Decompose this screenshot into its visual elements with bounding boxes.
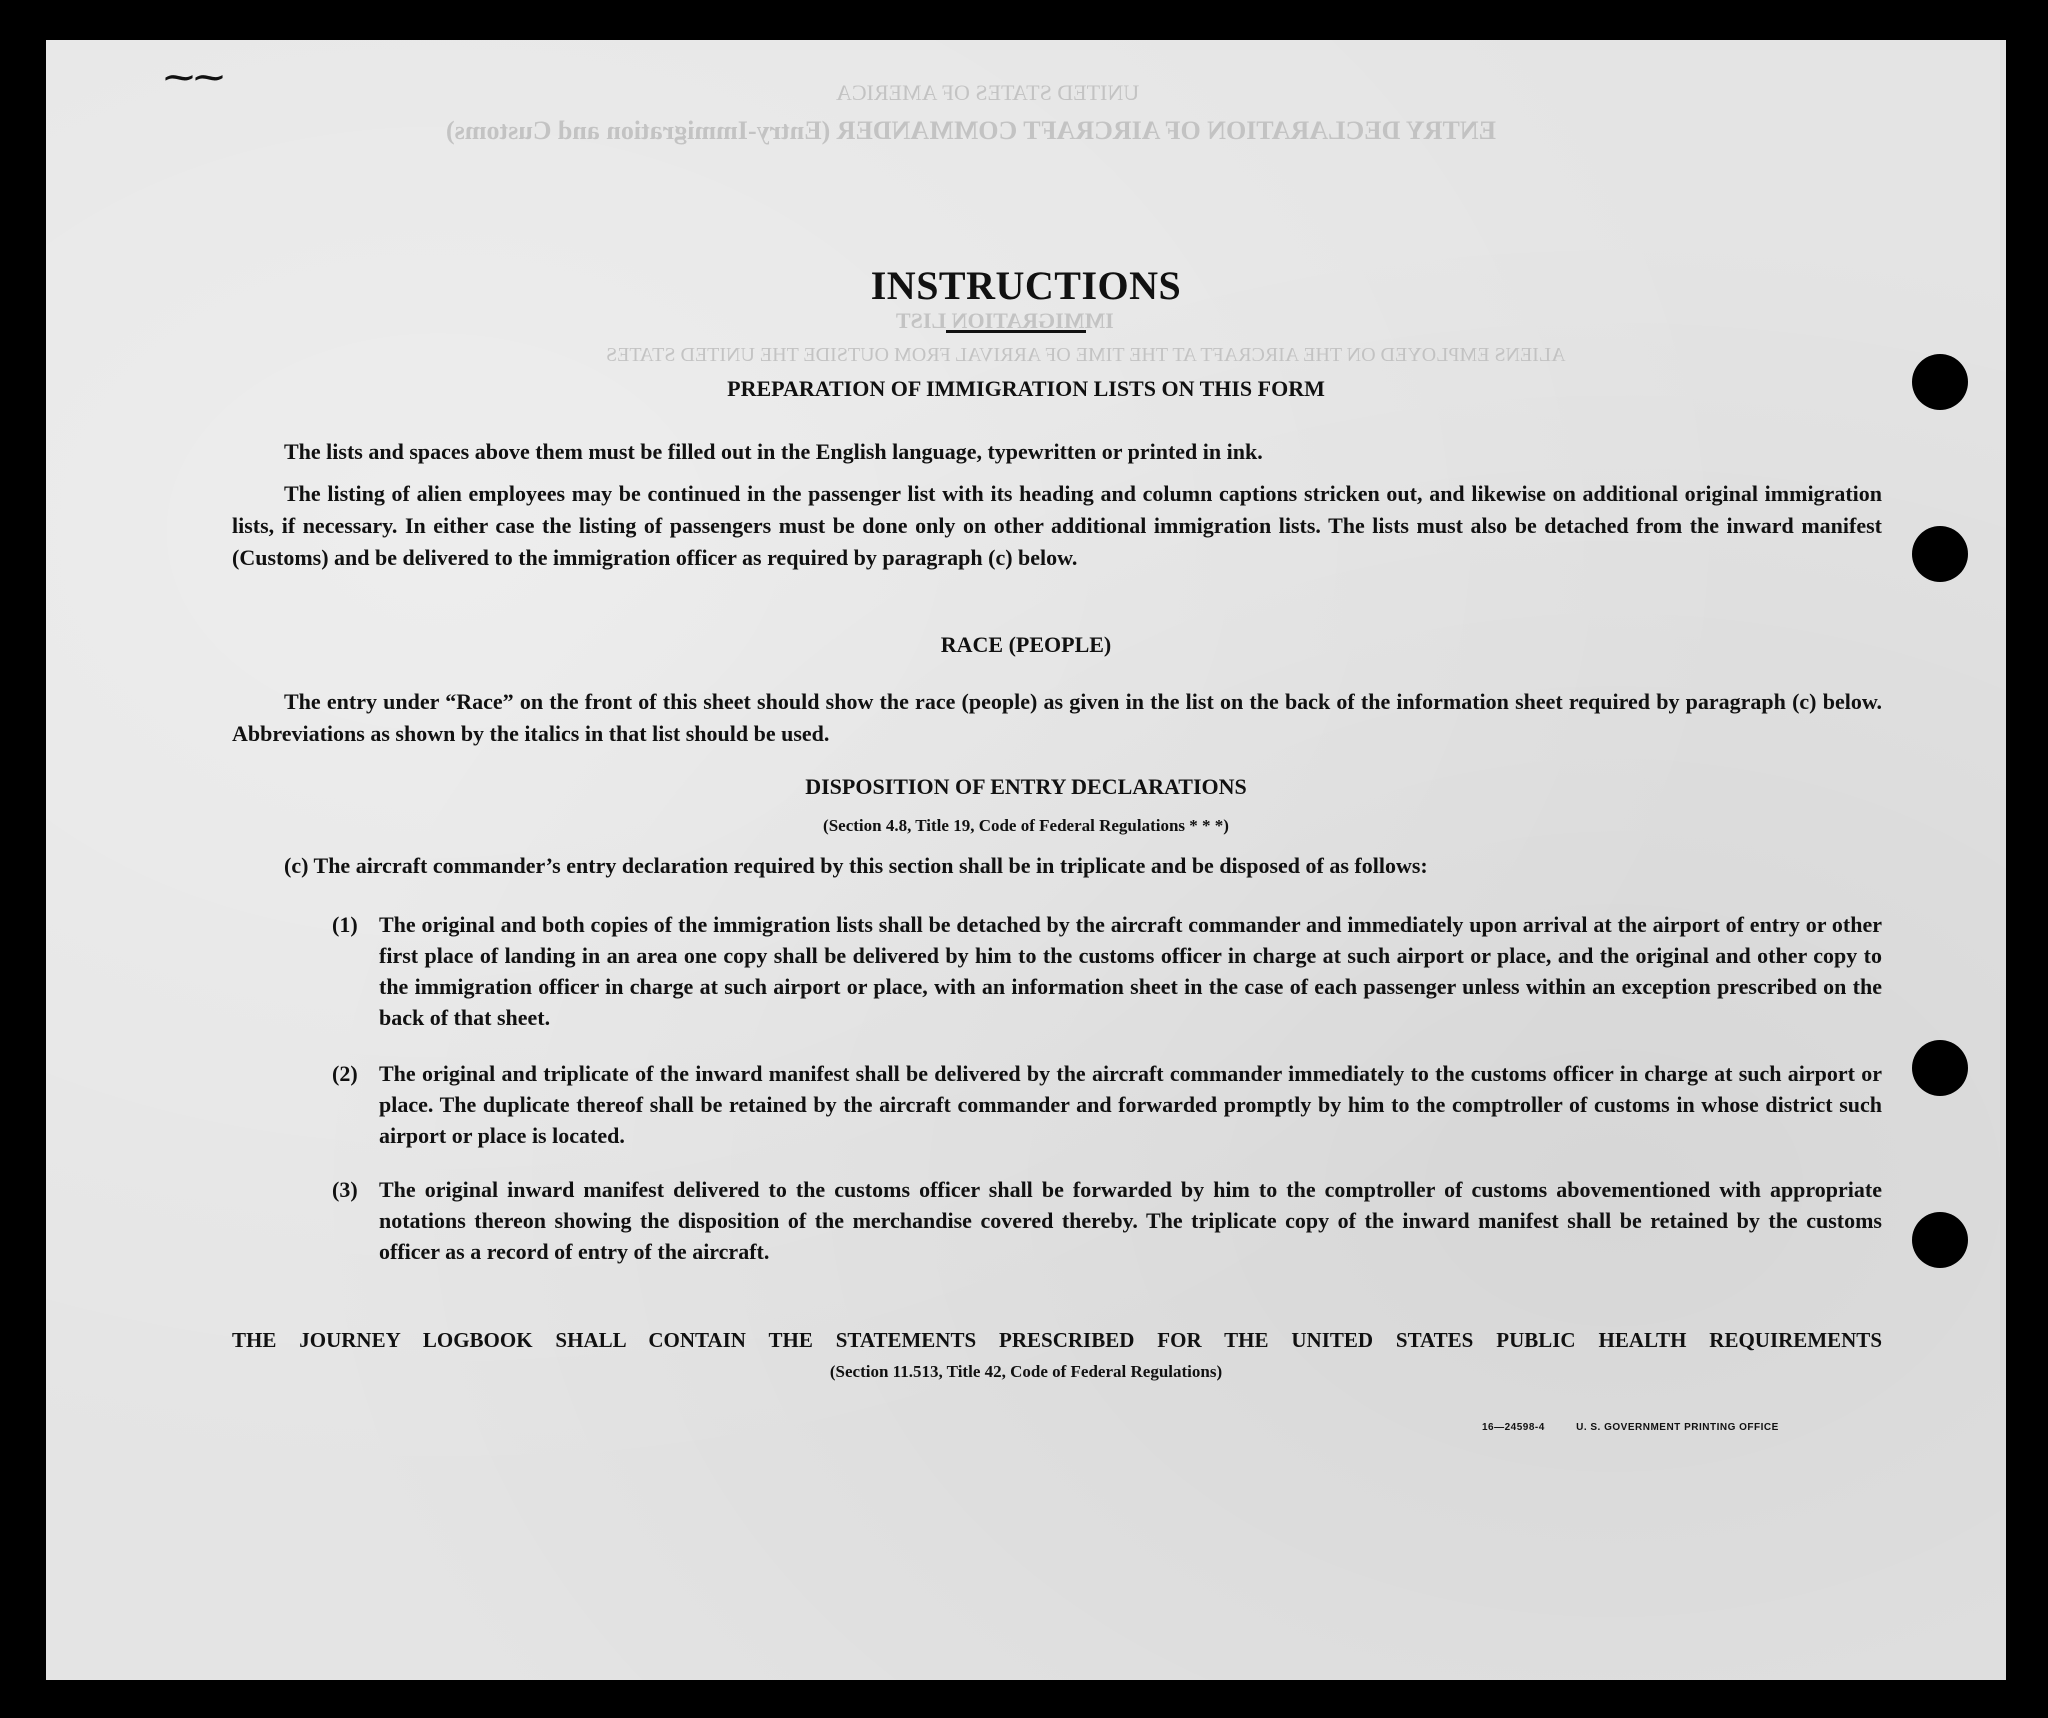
disposition-intro-text: (c) The aircraft commander’s entry declaration required by this section shall be in triplicate and be disposed of as follows:: [284, 853, 1428, 878]
form-print-code: 16—24598-4: [1482, 1422, 1545, 1433]
preparation-paragraph-2: [232, 478, 1882, 574]
bleed-through-line-2: ENTRY DECLARATION OF AIRCRAFT COMMANDER (Entry-Immigration and Customs): [446, 116, 1496, 145]
disposition-item-3: [332, 1174, 1882, 1267]
preparation-paragraph-1-text: The lists and spaces above them must be filled out in the English language, typewritten or printed in ink.: [284, 439, 1263, 464]
preparation-paragraph-2-text: The listing of alien employees may be continued in the passenger list with its heading and column captions stricken out, and likewise on additional original immigration lists, if necessary. In either case the listing of passengers must be done only on other additional immigration lists. The lists must also be detached from the inward manifest (Customs) and be delivered to the immigration officer as required by paragraph (c) below.: [232, 481, 1882, 570]
disposition-heading: DISPOSITION OF ENTRY DECLARATIONS: [805, 774, 1247, 799]
title-underline: [946, 330, 1086, 333]
disposition-item-1: [332, 909, 1882, 1033]
disposition-intro: [284, 850, 1884, 882]
item-text: The original and both copies of the immigration lists shall be detached by the aircraft commander and immediately upon arrival at the airport of entry or other first place of landing in an area one copy shall be delivered by him to the customs officer in charge at such airport or place, and the original and other copy to the immigration officer in charge at such airport or place, with an information sheet in the case of each passenger unless within an exception prescribed on the back of that sheet.: [379, 912, 1882, 1030]
race-paragraph: [232, 686, 1882, 750]
item-number: (1): [332, 912, 358, 937]
bleed-through-line-1: UNITED STATES OF AMERICA: [836, 80, 1140, 105]
item-number: (2): [332, 1061, 358, 1086]
printer-imprint: [1482, 1422, 1779, 1433]
race-heading: RACE (PEOPLE): [940, 632, 1112, 657]
disposition-item-2: [332, 1058, 1882, 1151]
preparation-heading: PREPARATION OF IMMIGRATION LISTS ON THIS FORM: [727, 376, 1325, 401]
document-page: [46, 40, 2006, 1680]
bleed-through-line-3: IMMIGRATION LIST: [896, 308, 1114, 333]
item-text: The original inward manifest delivered to the customs officer shall be forwarded by him to the comptroller of customs abovementioned with appropriate notations thereon showing the disposition of the merchandise covered thereby. The triplicate copy of the inward manifest shall be retained by the customs officer as a record of entry of the aircraft.: [379, 1177, 1882, 1264]
page-title: INSTRUCTIONS: [870, 263, 1182, 308]
public-health-citation: (Section 11.513, Title 42, Code of Federal Regulations): [829, 1362, 1223, 1381]
public-health-notice: THE JOURNEY LOGBOOK SHALL CONTAIN THE STATEMENTS PRESCRIBED FOR THE UNITED STATES PUBLIC HEALTH REQUIREMENTS: [232, 1328, 1882, 1352]
item-number: (3): [332, 1177, 358, 1202]
disposition-subheading: (Section 4.8, Title 19, Code of Federal Regulations * * *): [823, 816, 1229, 835]
item-text: The original and triplicate of the inward manifest shall be delivered by the aircraft commander immediately to the customs officer in charge at such airport or place. The duplicate thereof shall be retained by the aircraft commander and forwarded promptly by him to the comptroller of customs in whose district such airport or place is located.: [379, 1061, 1882, 1148]
race-paragraph-text: The entry under “Race” on the front of this sheet should show the race (people) as given in the list on the back of the information sheet required by paragraph (c) below. Abbreviations as shown by the italics in that list should be used.: [232, 689, 1882, 746]
corner-staple-mark: ⁓⁓: [164, 61, 224, 94]
bleed-through-line-4: ALIENS EMPLOYED ON THE AIRCRAFT AT THE TIME OF ARRIVAL FROM OUTSIDE THE UNITED STATES: [606, 344, 1566, 366]
printer-name: U. S. GOVERNMENT PRINTING OFFICE: [1576, 1422, 1779, 1433]
preparation-paragraph-1: [284, 436, 1884, 468]
instructions-content: [46, 40, 2006, 1680]
